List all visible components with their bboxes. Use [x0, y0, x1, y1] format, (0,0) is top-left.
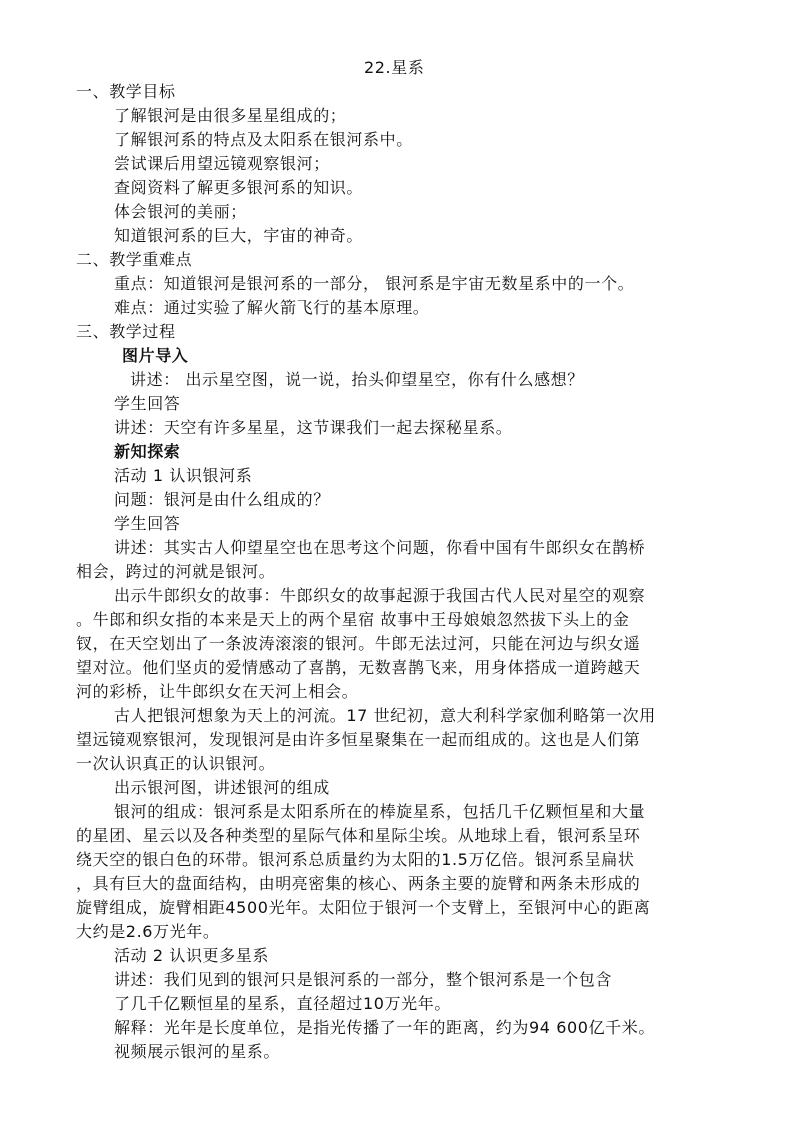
- objective-line: 尝试课后用望远镜观察银河；: [114, 154, 330, 173]
- paragraph-line: 解释：光年是长度单位，是指光传播了一年的距离，约为94 600亿千米。: [114, 1018, 655, 1037]
- paragraph-line: 绕天空的银白色的环带。银河系总质量约为太阳的1.5万亿倍。银河系呈扁状: [76, 850, 635, 869]
- paragraph-line: 。牛郎和织女指的本来是天上的两个星宿 故事中王母娘娘忽然拔下头上的金: [76, 610, 630, 629]
- question-line: 问题：银河是由什么组成的？: [114, 490, 330, 509]
- objective-line: 知道银河系的巨大，宇宙的神奇。: [114, 226, 364, 245]
- paragraph-line: 的星团、星云以及各种类型的星际气体和星际尘埃。从地球上看，银河系呈环: [76, 826, 641, 845]
- difficult-point-line: 难点：通过实验了解火箭飞行的基本原理。: [114, 298, 430, 317]
- paragraph-line: 银河的组成：银河系是太阳系所在的棒旋星系，包括几千亿颗恒星和大量: [114, 802, 646, 821]
- paragraph-line: 讲述：我们见到的银河只是银河系的一部分，整个银河系是一个包含: [114, 970, 613, 989]
- paragraph-line: 视频展示银河的星系。: [114, 1042, 281, 1061]
- paragraph-line: 望远镜观察银河，发现银河是由许多恒星聚集在一起而组成的。这也是人们第: [76, 730, 641, 749]
- paragraph-line: 钗，在天空划出了一条波涛滚滚的银河。牛郎无法过河，只能在河边与织女遥: [76, 634, 641, 653]
- paragraph-line: 学生回答: [114, 394, 181, 413]
- paragraph-line: 河的彩桥，让牛郎织女在天河上相会。: [76, 682, 359, 701]
- key-point-line: 重点：知道银河是银河系的一部分， 银河系是宇宙无数星系中的一个。: [114, 274, 635, 293]
- paragraph-line: 出示牛郎织女的故事：牛郎织女的故事起源于我国古代人民对星空的观察: [114, 586, 646, 605]
- page-title: 22.星系: [364, 58, 425, 77]
- section-heading-objectives: 一、教学目标: [76, 82, 176, 101]
- section-heading-process: 三、教学过程: [76, 322, 176, 341]
- paragraph-line: 了几千亿颗恒星的星系，直径超过10万光年。: [114, 994, 451, 1013]
- section-heading-key-points: 二、教学重难点: [76, 250, 193, 269]
- objective-line: 查阅资料了解更多银河系的知识。: [114, 178, 364, 197]
- paragraph-line: 学生回答: [114, 514, 181, 533]
- activity-heading: 活动 2 认识更多星系: [114, 946, 269, 965]
- objective-line: 了解银河是由很多星星组成的；: [114, 106, 347, 125]
- paragraph-line: 相会，跨过的河就是银河。: [76, 562, 276, 581]
- paragraph-line: 古人把银河想象为天上的河流。17 世纪初，意大利科学家伽利略第一次用: [114, 706, 656, 725]
- objective-line: 了解银河系的特点及太阳系在银河系中。: [114, 130, 413, 149]
- objective-line: 体会银河的美丽；: [114, 202, 247, 221]
- paragraph-line: 讲述：天空有许多星星，这节课我们一起去探秘星系。: [114, 418, 513, 437]
- subheading-picture-intro: 图片导入: [122, 346, 189, 365]
- paragraph-line: 望对泣。他们坚贞的爱情感动了喜鹊，无数喜鹊飞来，用身体搭成一道跨越天: [76, 658, 641, 677]
- paragraph-line: ，具有巨大的盘面结构，由明亮密集的核心、两条主要的旋臂和两条未形成的: [76, 874, 641, 893]
- paragraph-line: 旋臂组成，旋臂相距4500光年。太阳位于银河一个支臂上，至银河中心的距离: [76, 898, 651, 917]
- paragraph-line: 大约是2.6万光年。: [76, 922, 220, 941]
- paragraph-line: 出示银河图，讲述银河的组成: [114, 778, 330, 797]
- paragraph-line: 讲述：其实古人仰望星空也在思考这个问题，你看中国有牛郎织女在鹊桥: [114, 538, 646, 557]
- subheading-new-knowledge: 新知探索: [114, 442, 181, 461]
- paragraph-line: 讲述： 出示星空图，说一说，抬头仰望星空，你有什么感想？: [130, 370, 584, 389]
- activity-heading: 活动 1 认识银河系: [114, 466, 253, 485]
- paragraph-line: 一次认识真正的认识银河。: [76, 754, 276, 773]
